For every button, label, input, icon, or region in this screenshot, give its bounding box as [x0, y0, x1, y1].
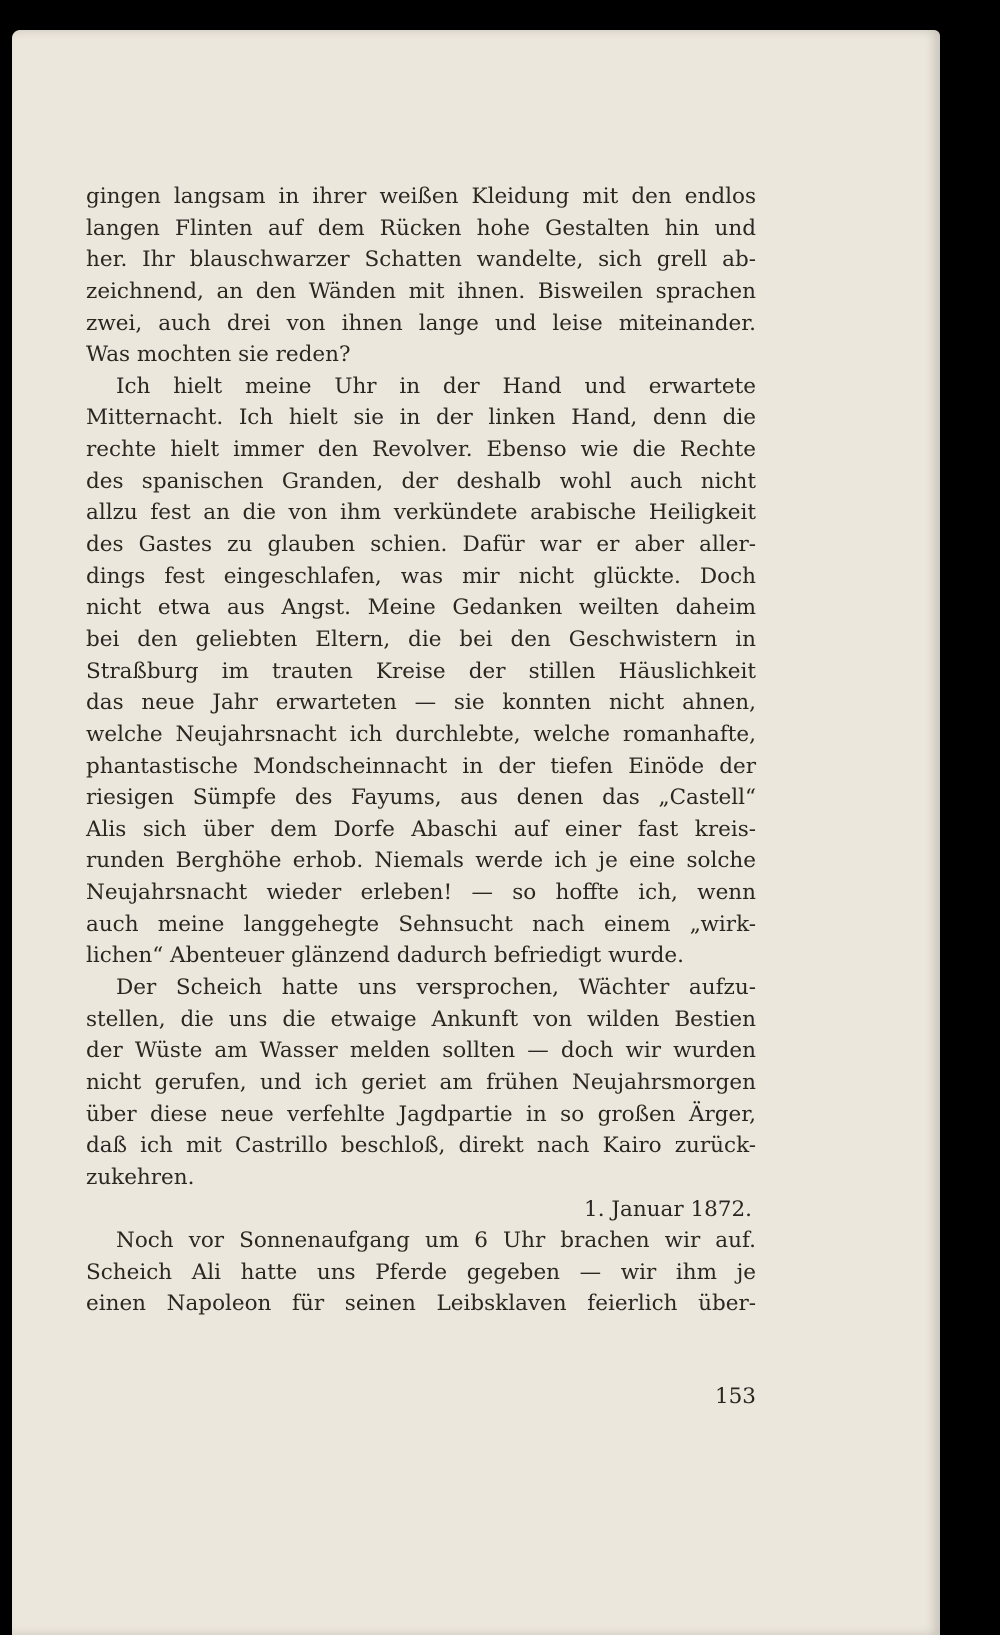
text-line: lichen“ Abenteuer glänzend dadurch befriedigt wurde. — [86, 943, 684, 969]
text-line: welche Neujahrsnacht ich durchlebte, welche romanhafte, — [86, 721, 756, 747]
text-line: Scheich Ali hatte uns Pferde gegeben — wir ihm je — [86, 1259, 756, 1285]
text-line: langen Flinten auf dem Rücken hohe Gestalten hin und — [86, 215, 756, 241]
text-line: zeichnend, an den Wänden mit ihnen. Bisweilen sprachen — [86, 278, 756, 304]
text-line: Noch vor Sonnenaufgang um 6 Uhr brachen wir auf. — [116, 1228, 756, 1254]
text-line: Ich hielt meine Uhr in der Hand und erwartete — [116, 373, 756, 399]
text-line: stellen, die uns die etwaige Ankunft von wilden Bestien — [86, 1006, 756, 1032]
text-line: gingen langsam in ihrer weißen Kleidung mit den endlos — [86, 184, 756, 209]
text-line: einen Napoleon für seinen Leibsklaven feierlich über- — [86, 1291, 756, 1317]
text-line: des spanischen Granden, der deshalb wohl auch nicht — [86, 468, 756, 494]
diary-date-heading: 1. Januar 1872. — [584, 1196, 752, 1222]
text-line: zwei, auch drei von ihnen lange und leise miteinander. — [86, 310, 756, 336]
text-line: daß ich mit Castrillo beschloß, direkt nach Kairo zurück- — [86, 1133, 756, 1159]
text-line: nicht etwa aus Angst. Meine Gedanken weilten daheim — [86, 595, 756, 621]
book-page — [12, 30, 940, 1635]
text-line: Alis sich über dem Dorfe Abaschi auf einer fast kreis- — [86, 816, 756, 842]
page-number: 153 — [714, 1384, 756, 1409]
text-line: bei den geliebten Eltern, die bei den Geschwistern in — [86, 626, 756, 652]
text-line: phantastische Mondscheinnacht in der tiefen Einöde der — [86, 753, 756, 779]
body-text — [86, 181, 756, 1320]
text-line: her. Ihr blauschwarzer Schatten wandelte, sich grell ab- — [86, 247, 756, 273]
text-line: auch meine langgehegte Sehnsucht nach einem „wirk- — [86, 911, 756, 937]
text-line: der Wüste am Wasser melden sollten — doch wir wurden — [86, 1038, 756, 1064]
text-line: Der Scheich hatte uns versprochen, Wächter aufzu- — [116, 975, 756, 1001]
text-line: nicht gerufen, und ich geriet am frühen Neujahrsmorgen — [86, 1069, 756, 1095]
text-line: riesigen Sümpfe des Fayums, aus denen das „Castell“ — [86, 785, 756, 811]
text-line: das neue Jahr erwarteten — sie konnten nicht ahnen, — [86, 690, 756, 716]
text-line: zukehren. — [86, 1164, 195, 1190]
text-line: über diese neue verfehlte Jagdpartie in so großen Ärger, — [86, 1101, 756, 1127]
text-line: runden Berghöhe erhob. Niemals werde ich je eine solche — [86, 848, 756, 874]
text-line: rechte hielt immer den Revolver. Ebenso wie die Rechte — [86, 437, 756, 463]
text-line: Neujahrsnacht wieder erleben! — so hoffte ich, wenn — [86, 880, 756, 906]
text-line: Was mochten sie reden? — [86, 342, 351, 368]
text-line: des Gastes zu glauben schien. Dafür war er aber aller- — [86, 532, 756, 558]
text-line: dings fest eingeschlafen, was mir nicht glückte. Doch — [86, 563, 756, 589]
text-line: Mitternacht. Ich hielt sie in der linken Hand, denn die — [86, 405, 756, 431]
text-line: Straßburg im trauten Kreise der stillen Häuslichkeit — [86, 658, 756, 684]
text-line: allzu fest an die von ihm verkündete arabische Heiligkeit — [86, 500, 756, 526]
